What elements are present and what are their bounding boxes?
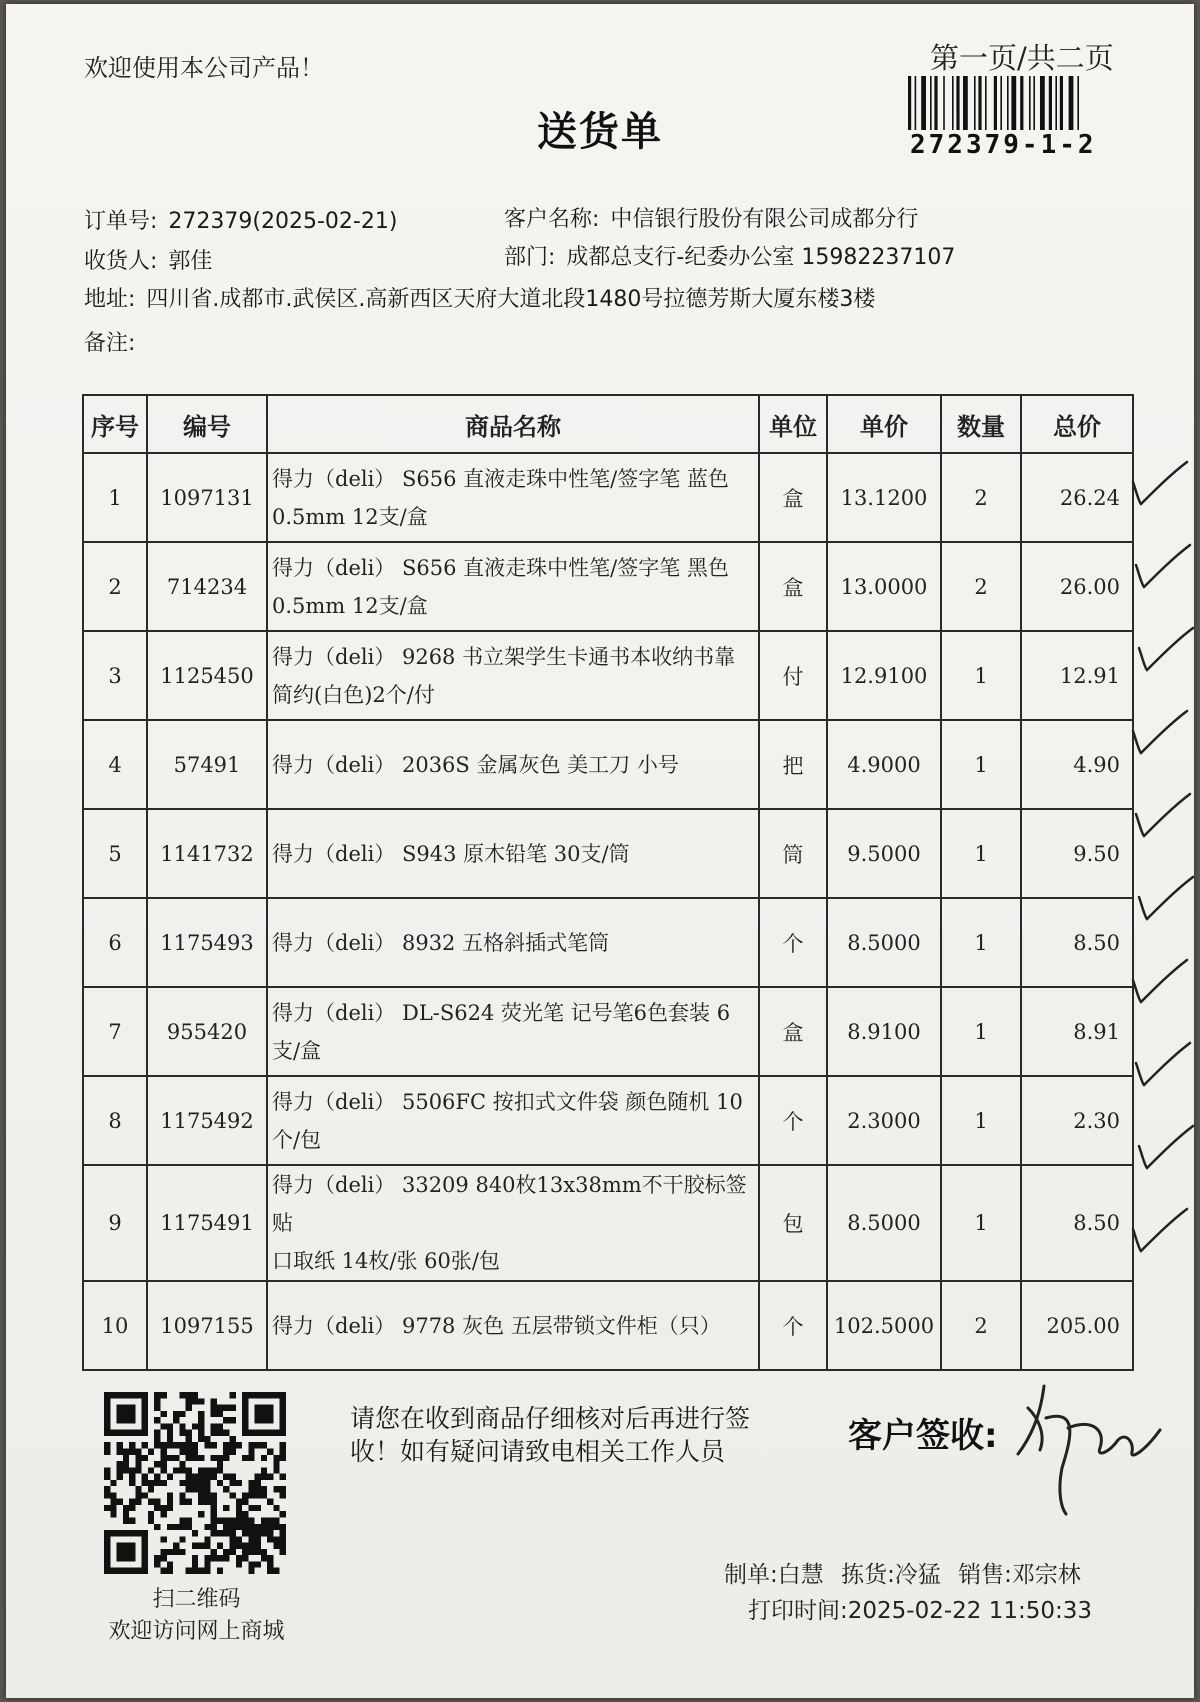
cell-qty: 1: [941, 809, 1021, 898]
cell-name: [267, 542, 759, 631]
product-name-line-2: 个/包: [272, 1127, 322, 1152]
cell-qty: 1: [941, 898, 1021, 987]
cell-seq: 8: [83, 1076, 147, 1165]
header-price: 单价: [827, 395, 941, 453]
header-unit: 单位: [759, 395, 827, 453]
cell-seq: 10: [83, 1281, 147, 1370]
print-time: 打印时间:2025-02-22 11:50:33: [748, 1598, 1093, 1624]
cell-total: 9.50: [1021, 809, 1133, 898]
table-row: [83, 809, 1133, 898]
cell-total: 2.30: [1021, 1076, 1133, 1165]
customer-line: [504, 202, 918, 233]
cell-name: [267, 898, 759, 987]
check-marks: [1125, 460, 1200, 1340]
cell-code: 1125450: [147, 631, 267, 720]
check-mark: [1136, 545, 1190, 587]
customer-sign-label: 客户签收:: [848, 1416, 998, 1456]
address-label: 地址:: [84, 287, 136, 312]
check-mark: [1133, 960, 1187, 1002]
cell-code: 955420: [147, 987, 267, 1076]
table-row: [83, 720, 1133, 809]
check-mark: [1139, 1126, 1193, 1168]
document-title: 送货单: [537, 109, 663, 155]
product-name-line-2: 0.5mm 12支/盒: [272, 504, 428, 529]
product-name-line-2: 口取纸 14枚/张 60张/包: [272, 1249, 500, 1273]
address-value: 四川省.成都市.武侯区.高新西区天府大道北段1480号拉德芳斯大厦东楼3楼: [146, 287, 876, 312]
cell-unit: 包: [759, 1165, 827, 1281]
maker-text: 制单:白慧: [724, 1562, 824, 1588]
header-qty: 数量: [941, 395, 1021, 453]
welcome-text: 欢迎使用本公司产品！: [84, 54, 324, 82]
cell-qty: 1: [941, 1076, 1021, 1165]
table-row: [83, 1076, 1133, 1165]
cell-total: 8.50: [1021, 1165, 1133, 1281]
cell-qty: 2: [941, 542, 1021, 631]
cell-unit: 盒: [759, 987, 827, 1076]
check-mark: [1139, 628, 1193, 670]
page-indicator: 第一页/共二页: [930, 41, 1114, 75]
cell-total: 8.50: [1021, 898, 1133, 987]
signature-image: [1010, 1378, 1190, 1518]
cell-unit: 付: [759, 631, 827, 720]
cell-name: [267, 987, 759, 1076]
cell-name: [267, 453, 759, 542]
cell-name: [267, 1165, 759, 1281]
header-seq: 序号: [83, 395, 147, 453]
cell-seq: 6: [83, 898, 147, 987]
cell-qty: 1: [941, 631, 1021, 720]
cell-unit: 个: [759, 898, 827, 987]
cell-qty: 1: [941, 1165, 1021, 1281]
sales-text: 销售:邓宗林: [958, 1562, 1081, 1588]
cell-price: 8.5000: [827, 898, 941, 987]
cell-total: 12.91: [1021, 631, 1133, 720]
cell-total: 26.24: [1021, 453, 1133, 542]
cell-price: 13.1200: [827, 453, 941, 542]
department-value: 成都总支行-纪委办公室 15982237107: [566, 245, 956, 270]
cell-price: 13.0000: [827, 542, 941, 631]
notice-text: 请您在收到商品仔细核对后再进行签收！如有疑问请致电相关工作人员: [350, 1404, 751, 1466]
product-name-line-2: 支/盒: [272, 1038, 322, 1063]
header-total: 总价: [1021, 395, 1133, 453]
table-header-row: [83, 395, 1133, 453]
customer-value: 中信银行股份有限公司成都分行: [610, 207, 919, 232]
cell-seq: 9: [83, 1165, 147, 1281]
cell-price: 8.5000: [827, 1165, 941, 1281]
cell-code: 1175492: [147, 1076, 267, 1165]
check-mark: [1133, 462, 1187, 504]
cell-unit: 盒: [759, 542, 827, 631]
cell-unit: 把: [759, 720, 827, 809]
product-name-line-1: 得力（deli） 9268 书立架学生卡通书本收纳书靠: [272, 644, 736, 669]
receiver-value: 郭佳: [168, 249, 213, 274]
address-line: [84, 282, 875, 313]
cell-total: 8.91: [1021, 987, 1133, 1076]
product-name-line-2: 0.5mm 12支/盒: [272, 593, 428, 618]
order-number-value: 272379(2025-02-21): [168, 209, 398, 234]
cell-unit: 盒: [759, 453, 827, 542]
cell-name: [267, 809, 759, 898]
check-mark: [1133, 711, 1187, 753]
product-name-line-1: 得力（deli） DL-S624 荧光笔 记号笔6色套装 6: [272, 1000, 731, 1025]
product-name-line-1: 得力（deli） 9778 灰色 五层带锁文件柜（只）: [272, 1313, 721, 1338]
product-name-line-1: 得力（deli） 8932 五格斜插式笔筒: [272, 930, 610, 955]
qr-code-image: [104, 1392, 286, 1574]
cell-unit: 个: [759, 1076, 827, 1165]
staff-line: [724, 1556, 1091, 1589]
cell-total: 205.00: [1021, 1281, 1133, 1370]
product-name-line-1: 得力（deli） 33209 840枚13x38mm不干胶标签贴: [272, 1173, 747, 1235]
header-name: 商品名称: [267, 395, 759, 453]
remark-line: [84, 326, 139, 357]
cell-unit: 筒: [759, 809, 827, 898]
cell-seq: 7: [83, 987, 147, 1076]
barcode-number: 272379-1-2: [910, 130, 1097, 160]
cell-name: [267, 1281, 759, 1370]
table-row: [83, 542, 1133, 631]
order-number-label: 订单号:: [84, 209, 158, 234]
cell-name: [267, 1076, 759, 1165]
product-name-line-1: 得力（deli） S943 原木铅笔 30支/筒: [272, 841, 630, 866]
cell-code: 1097131: [147, 453, 267, 542]
header-code: 编号: [147, 395, 267, 453]
receiver-line: [84, 244, 212, 275]
cell-qty: 2: [941, 1281, 1021, 1370]
check-mark: [1136, 794, 1190, 836]
cell-price: 102.5000: [827, 1281, 941, 1370]
department-label: 部门:: [504, 245, 556, 270]
items-table: [82, 394, 1134, 1371]
cell-code: 1141732: [147, 809, 267, 898]
cell-name: [267, 720, 759, 809]
receiver-label: 收货人:: [84, 249, 158, 274]
check-mark: [1139, 877, 1193, 919]
barcode-image: [908, 76, 1124, 130]
product-name-line-1: 得力（deli） 2036S 金属灰色 美工刀 小号: [272, 752, 679, 777]
cell-code: 1175493: [147, 898, 267, 987]
cell-price: 2.3000: [827, 1076, 941, 1165]
product-name-line-1: 得力（deli） S656 直液走珠中性笔/签字笔 黑色: [272, 555, 729, 580]
cell-code: 1175491: [147, 1165, 267, 1281]
check-mark: [1136, 1043, 1190, 1085]
cell-qty: 1: [941, 987, 1021, 1076]
customer-label: 客户名称:: [504, 207, 600, 232]
cell-code: 714234: [147, 542, 267, 631]
table-row: [83, 987, 1133, 1076]
cell-seq: 1: [83, 453, 147, 542]
qr-caption-mall: 欢迎访问网上商城: [108, 1619, 285, 1644]
order-number-line: [84, 204, 397, 235]
picker-text: 拣货:冷猛: [841, 1562, 941, 1588]
cell-seq: 5: [83, 809, 147, 898]
product-name-line-1: 得力（deli） 5506FC 按扣式文件袋 颜色随机 10: [272, 1089, 743, 1114]
cell-unit: 个: [759, 1281, 827, 1370]
cell-price: 4.9000: [827, 720, 941, 809]
cell-seq: 2: [83, 542, 147, 631]
cell-qty: 1: [941, 720, 1021, 809]
product-name-line-2: 简约(白色)2个/付: [272, 682, 435, 707]
cell-total: 4.90: [1021, 720, 1133, 809]
cell-total: 26.00: [1021, 542, 1133, 631]
cell-code: 57491: [147, 720, 267, 809]
cell-price: 9.5000: [827, 809, 941, 898]
table-row: [83, 898, 1133, 987]
cell-qty: 2: [941, 453, 1021, 542]
table-row: [83, 453, 1133, 542]
remark-label: 备注:: [84, 331, 136, 356]
product-name-line-1: 得力（deli） S656 直液走珠中性笔/签字笔 蓝色: [272, 466, 729, 491]
cell-seq: 3: [83, 631, 147, 720]
department-line: [504, 240, 955, 271]
cell-code: 1097155: [147, 1281, 267, 1370]
cell-name: [267, 631, 759, 720]
table-row: [83, 631, 1133, 720]
cell-price: 12.9100: [827, 631, 941, 720]
check-mark: [1133, 1209, 1187, 1251]
table-row: [83, 1165, 1133, 1281]
table-row: [83, 1281, 1133, 1370]
cell-price: 8.9100: [827, 987, 941, 1076]
cell-seq: 4: [83, 720, 147, 809]
qr-caption-scan: 扫二维码: [152, 1587, 241, 1612]
